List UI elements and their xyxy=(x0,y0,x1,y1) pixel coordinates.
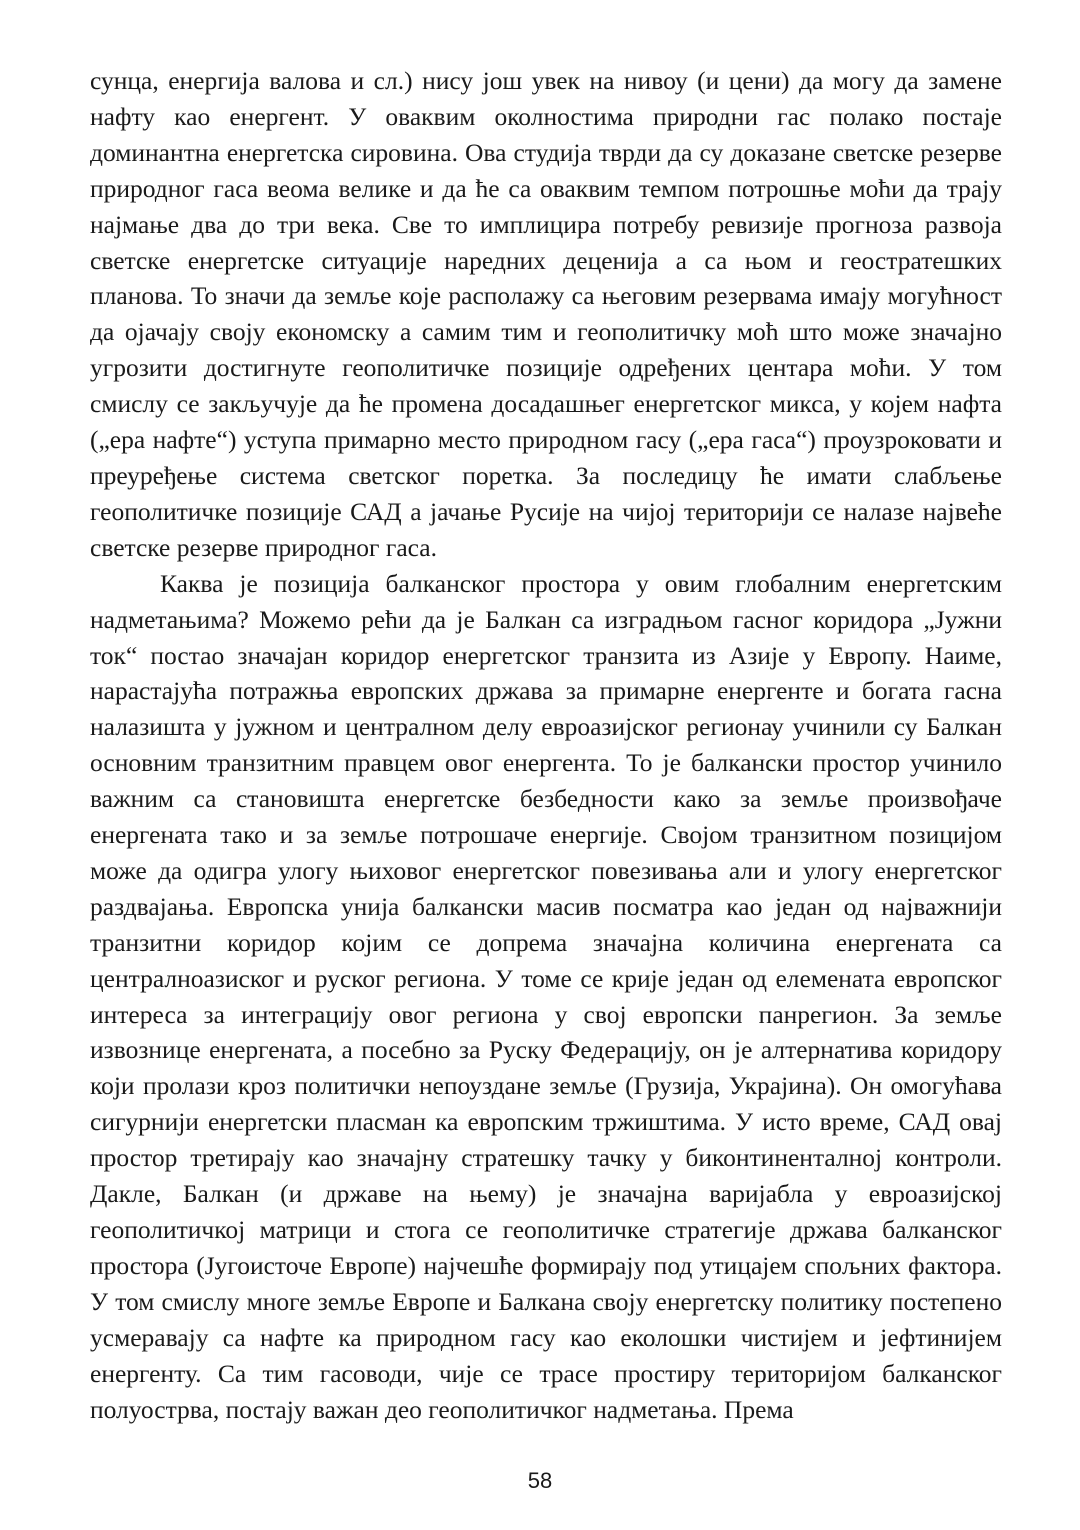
page-number: 58 xyxy=(527,1468,553,1493)
paragraph-1: сунца, енергија валова и сл.) нису још увек на нивоу (и цени) да могу да замене нафту као енергент. У оваквим околностима природни гас полако постаје доминантна енергетска сировина. Ова студија тврди да су доказане светске резерве природног гаса веома велике и да ће са оваквим темпом потрошње моћи да трају најмање два до три века. Све то имплицира потребу ревизије прогноза развоја светске енергетске ситуације наредних деценија а са њом и геостратешких планова. То значи да земље које располажу са његовим резервама имају могућност да ојачају своју економску а самим тим и геополитичку моћ што може значајно угрозити достигнуте геополитичке позиције одређених центара моћи. У том смислу се закључује да ће промена досадашњег енергетског микса, у којем нафта („ера нафте“) уступа примарно место природном гасу („ера гаса“) проузроковати и преуређење система светског поретка. За последицу ће имати слабљење геополитичке позиције САД а јачање Русије на чијој територији се налазе највеће светске резерве природног гаса. xyxy=(90,66,1002,562)
page-body xyxy=(90,63,1002,1427)
paragraph-2: Каква је позиција балканског простора у овим глобалним енергетским надметањима? Можемо рећи да је Балкан са изградњом гасног коридора „Јужни ток“ постао значајан коридор енергетског транзита из Азије у Европу. Наиме, нарастајућа потражња европских држава за примарне енергенте и богата гасна налазишта у јужном и централном делу евроазијског регионау учинили су Балкан основним транзитним правцем овог енергента. То је балкански простор учинило важним са становишта енергетске безбедности како за земље произвођаче енергената тако и за земље потрошаче енергије. Својом транзитном позицијом може да одигра улогу њиховог енергетског повезивања али и улогу енергетског раздвајања. Европска унија балкански масив посматра као један од најважнији транзитни коридор којим се допрема значајна количина енергената са централноазиског и руског региона. У томе се крије један од елемената европског интереса за интеграцију овог региона у свој европски панрегион. За земље извознице енергената, а посебно за Руску Федерацију, он је алтернатива коридору који пролази кроз политички непоуздане земље (Грузија, Украјина). Он омогућава сигурнији енергетски пласман ка европским тржиштима. У исто време, САД овај простор третирају као значајну стратешку тачку у биконтиненталној контроли. Дакле, Балкан (и државе на њему) је значајна варијабла у евроазијској геополитичкој матрици и стога се геополитичке стратегије држава балканског простора (Југоисточе Европе) најчешће формирају под утицајем спољних фактора. У том смислу многе земље Европе и Балкана своју енергетску политику постепено усмеравају са нафте ка природном гасу као еколошки чистијем и јефтинијем енергенту. Са тим гасоводи, чије се трасе простиру територијом балканског полуострва, постају важан део геополитичког надметања. Према xyxy=(90,568,1002,1424)
